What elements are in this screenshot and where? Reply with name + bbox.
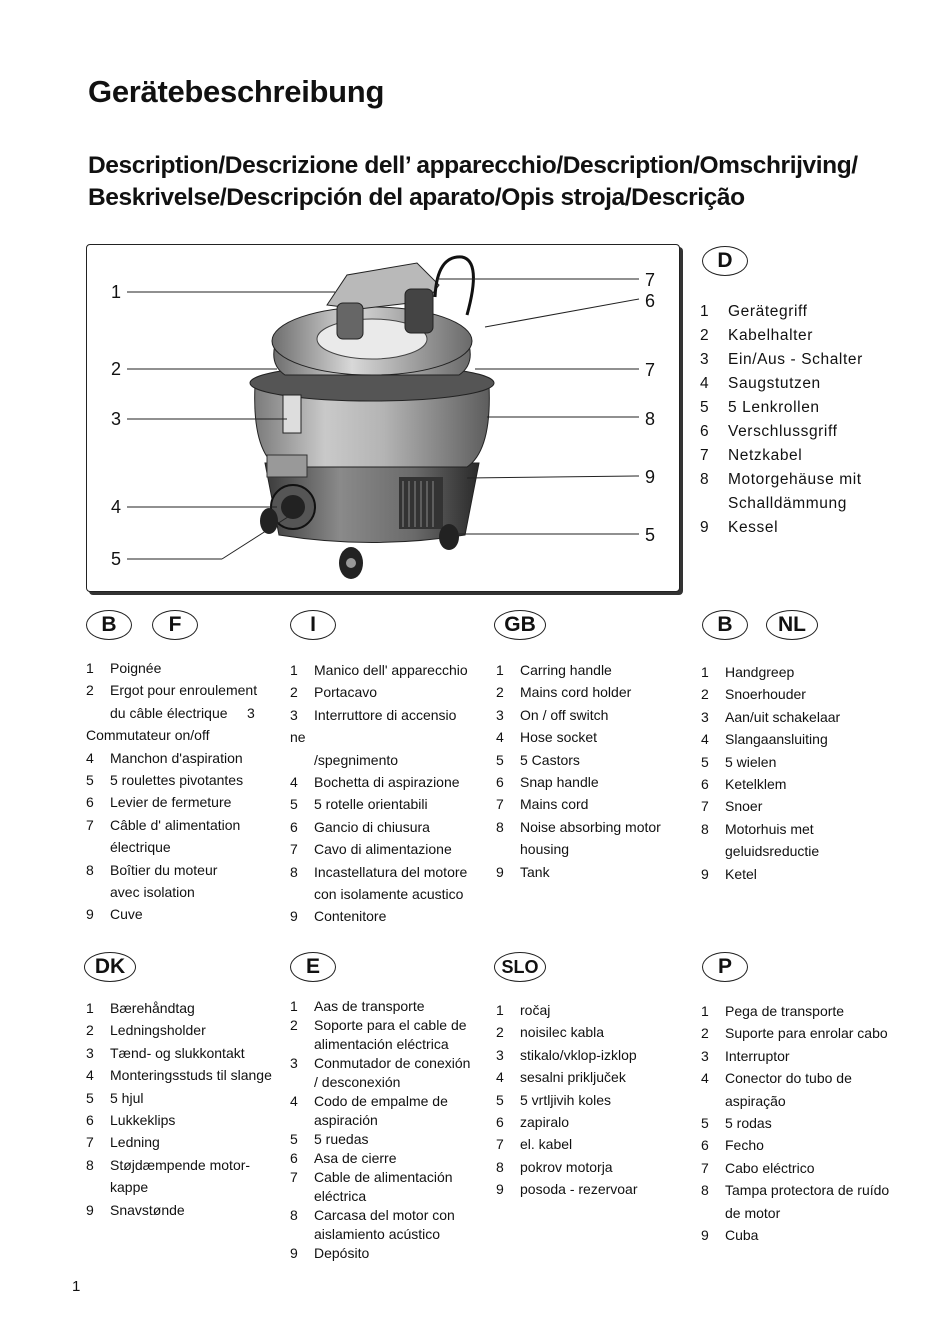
callout-left-2: 2 xyxy=(111,359,122,379)
list-item: 3 Aan/uit schakelaar xyxy=(701,708,841,725)
list-item: 2 Suporte para enrolar cabo xyxy=(701,1025,888,1042)
list-item: ne xyxy=(290,729,306,746)
subtitle-line-2: Beskrivelse/Descripción del aparato/Opis stroja/Descrição xyxy=(88,184,745,211)
page-title: Gerätebeschreibung xyxy=(88,74,385,109)
list-item: 2 Mains cord holder xyxy=(496,684,632,701)
list-item: 6 Gancio di chiusura xyxy=(290,818,430,835)
page-number: 1 xyxy=(72,1278,81,1295)
list-item: 7 Câble d' alimentation électrique xyxy=(86,816,241,856)
list-item: 4 Saugstutzen xyxy=(700,375,821,392)
list-item: 5 5 Castors xyxy=(496,751,580,768)
list-item: 4 Monteringsstuds til slange xyxy=(86,1067,272,1084)
callout-right-7a: 7 xyxy=(645,270,656,290)
list-item: 3 stikalo/vklop-izklop xyxy=(496,1046,637,1063)
list-item: 3 Ein/Aus - Schalter xyxy=(700,351,863,368)
list-item: 3 On / off switch xyxy=(496,706,609,723)
list-item: 1 Gerätegriff xyxy=(700,303,808,320)
list-b-nl xyxy=(701,661,840,885)
list-item: 1 Handgreep xyxy=(701,664,795,680)
page-subtitle xyxy=(88,150,858,214)
list-item: 8 Boîtier du moteur avec isolation xyxy=(86,861,218,901)
list-item: 5 5 vrtljivih koles xyxy=(496,1091,612,1108)
list-item: 8 Noise absorbing motor housing xyxy=(496,818,661,858)
list-item: 9 Tank xyxy=(496,863,550,880)
list-item: 9 Ketel xyxy=(701,865,757,882)
list-item: 3 Conmutador de conexión / desconexión xyxy=(290,1055,471,1090)
list-item: 9 Cuba xyxy=(701,1227,759,1244)
list-item: 8 Motorhuis met geluidsreductie xyxy=(701,820,820,860)
language-badge-f: F xyxy=(152,610,198,640)
list-item: 6 Fecho xyxy=(701,1137,764,1154)
list-item: 1 ročaj xyxy=(496,1002,551,1018)
list-item: 8 Incastellatura del motore con isolamente acustico xyxy=(290,863,468,903)
list-item: 1 Bærehåndtag xyxy=(86,1000,195,1016)
list-item: 2 Portacavo xyxy=(290,684,378,701)
list-item: 6 Ketelklem xyxy=(701,776,787,793)
vacuum-cleaner-drawing xyxy=(87,245,679,591)
language-badge-gb: GB xyxy=(494,610,546,640)
list-item: 5 5 rotelle orientabili xyxy=(290,796,428,813)
list-item: 1 Aas de transporte xyxy=(290,998,425,1014)
list-item: 1 Carring handle xyxy=(496,662,612,678)
list-item: 7 Cabo eléctrico xyxy=(701,1159,815,1176)
list-item: 4 sesalni priključek xyxy=(496,1069,626,1086)
callout-left-4: 4 xyxy=(111,497,122,517)
list-item: 4 Conector do tubo de aspiração xyxy=(701,1070,852,1109)
language-badge-i: I xyxy=(290,610,336,640)
list-item: 9 Kessel xyxy=(700,519,779,536)
list-gb xyxy=(496,659,661,883)
list-item: 7 el. kabel xyxy=(496,1136,573,1153)
list-item: 5 5 Lenkrollen xyxy=(700,399,820,416)
list-item: 6 Lukkeklips xyxy=(86,1112,176,1129)
subtitle-line-1: Description/Descrizione dell’ apparecchio/Description/Omschrijving/ xyxy=(88,152,858,179)
callout-right-5: 5 xyxy=(645,525,656,545)
list-slo xyxy=(496,999,638,1201)
list-d xyxy=(700,300,863,540)
list-item: 8 Tampa protectora de ruído de motor xyxy=(701,1182,890,1221)
list-item: 7 Cable de alimentación eléctrica xyxy=(290,1169,453,1204)
list-item: 3 Tænd- og slukkontakt xyxy=(86,1044,245,1061)
list-i xyxy=(290,659,468,928)
list-item: 6 Snap handle xyxy=(496,774,599,791)
list-item: 3 Interruttore di accensio xyxy=(290,706,457,723)
callout-left-5: 5 xyxy=(111,549,122,569)
list-item: 4 Slangaansluiting xyxy=(701,731,828,748)
list-item: 4 Manchon d'aspiration xyxy=(86,749,243,766)
list-item: 5 5 ruedas xyxy=(290,1131,369,1147)
list-item: 8 Carcasa del motor con aislamiento acústico xyxy=(290,1207,455,1242)
list-item: 4 Hose socket xyxy=(496,729,598,746)
list-item: 8 pokrov motorja xyxy=(496,1158,613,1175)
list-item: 5 5 hjul xyxy=(86,1089,144,1106)
language-badge-dk: DK xyxy=(84,952,136,982)
callout-left-3: 3 xyxy=(111,409,122,429)
language-badge-e: E xyxy=(290,952,336,982)
list-item: 3 Interruptor xyxy=(701,1047,790,1064)
list-item: 5 5 roulettes pivotantes xyxy=(86,772,244,789)
list-item: 2 Ergot pour enroulement du câble électrique 3 xyxy=(86,682,258,721)
list-item: 9 Contenitore xyxy=(290,908,387,925)
list-p xyxy=(701,1000,889,1246)
list-item: /spegnimento xyxy=(314,751,399,768)
language-badge-p: P xyxy=(702,952,748,982)
list-item: 7 Cavo di alimentazione xyxy=(290,841,452,858)
list-item: 2 Soporte para el cable de alimentación eléctrica xyxy=(290,1017,467,1052)
list-item: 1 Poignée xyxy=(86,660,162,676)
callout-right-7b: 7 xyxy=(645,360,656,380)
list-item: Commutateur on/off xyxy=(86,727,210,744)
list-item: 2 Snoerhouder xyxy=(701,686,806,703)
list-item: 8 Motorgehäuse mit Schalldämmung xyxy=(700,471,862,512)
list-item: 1 Pega de transporte xyxy=(701,1003,845,1019)
list-item: 6 Levier de fermeture xyxy=(86,794,232,811)
callout-right-9: 9 xyxy=(645,467,656,487)
list-item: 6 zapiralo xyxy=(496,1114,570,1131)
language-badge-d: D xyxy=(702,246,748,276)
list-item: 9 Snavstønde xyxy=(86,1201,185,1218)
list-item: 8 Støjdæmpende motor- kappe xyxy=(86,1156,251,1196)
list-item: 2 Ledningsholder xyxy=(86,1022,206,1039)
language-badge-slo: SLO xyxy=(494,952,546,982)
list-item: 7 Mains cord xyxy=(496,796,589,813)
list-item: 7 Ledning xyxy=(86,1134,160,1151)
language-badge-b: B xyxy=(86,610,132,640)
list-item: 7 Netzkabel xyxy=(700,447,803,464)
list-item: 9 Depósito xyxy=(290,1245,370,1261)
list-item: 5 5 rodas xyxy=(701,1115,772,1132)
list-item: 6 Verschlussgriff xyxy=(700,423,838,440)
list-item: 9 Cuve xyxy=(86,906,143,923)
list-item: 2 Kabelhalter xyxy=(700,327,814,344)
list-item: 7 Snoer xyxy=(701,798,763,815)
list-item: 1 Manico dell' apparecchio xyxy=(290,662,468,678)
list-b-f xyxy=(86,657,257,926)
list-item: 5 5 wielen xyxy=(701,753,777,770)
callout-left-1: 1 xyxy=(111,282,122,302)
list-item: 2 noisilec kabla xyxy=(496,1024,605,1041)
list-e xyxy=(290,997,470,1263)
list-item: 6 Asa de cierre xyxy=(290,1150,397,1166)
language-badge-nl: NL xyxy=(766,610,818,640)
callout-right-6: 6 xyxy=(645,291,656,311)
device-illustration xyxy=(86,244,680,592)
callout-right-8: 8 xyxy=(645,409,656,429)
list-item: 9 posoda - rezervoar xyxy=(496,1181,638,1198)
list-item: 4 Codo de empalme de aspiración xyxy=(290,1093,448,1128)
list-item: 4 Bochetta di aspirazione xyxy=(290,774,460,791)
list-dk xyxy=(86,997,272,1221)
language-badge-b-nl: B xyxy=(702,610,748,640)
